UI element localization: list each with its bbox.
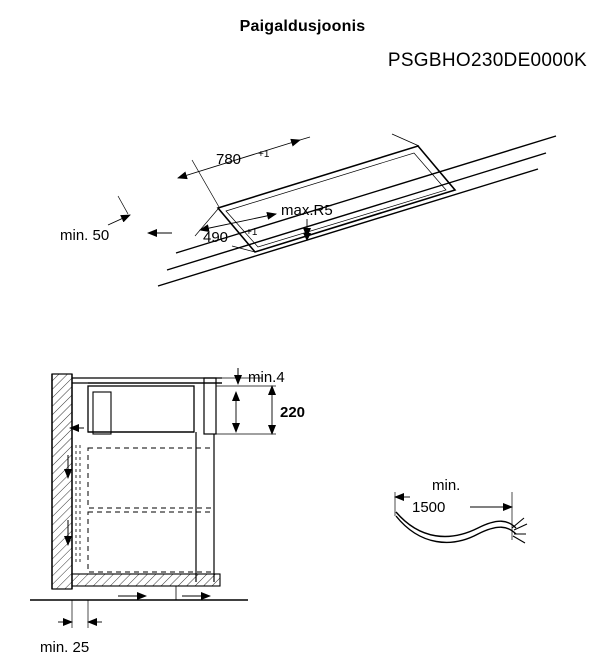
model-number: PSGBHO230DE0000K [387,50,587,71]
label-min-gap: min.4 [248,369,285,386]
label-cutout-width: 780 [216,151,242,168]
worktop-top-view [60,134,556,286]
label-corner-radius: max.R5 [281,202,333,219]
label-appliance-height: 220 [280,404,306,421]
label-cable-min: min. [432,477,461,494]
label-min-front: min. 25 [40,639,90,656]
page-title: Paigaldusjoonis [239,18,366,35]
cable-length-view [395,477,527,543]
side-section-view [30,368,305,656]
label-cutout-width-tolerance: +1 [258,149,270,160]
label-cable-length: 1500 [412,499,446,516]
label-cutout-depth: 490 [203,229,229,246]
label-min-rear: min. 50 [60,227,110,244]
label-cutout-depth-tolerance: +1 [246,227,258,238]
